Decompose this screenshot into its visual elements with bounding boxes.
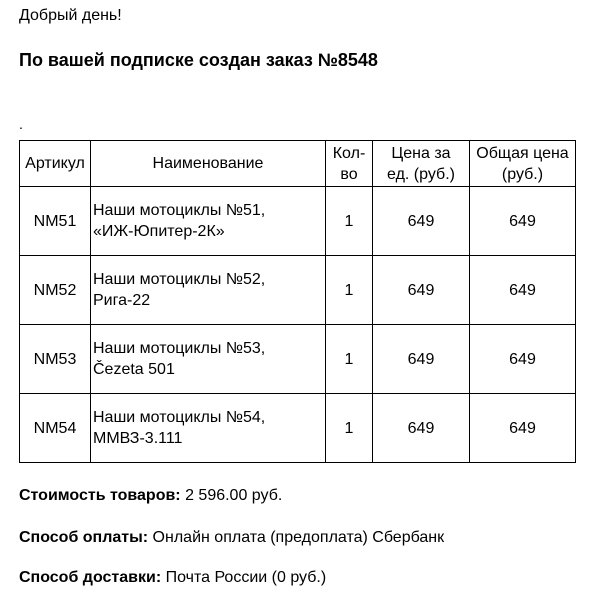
cell-price: 649 (373, 394, 470, 463)
header-qty-label-2: во (340, 165, 358, 183)
product-subtitle: Рига-22 (93, 292, 151, 309)
order-number-fade (436, 44, 486, 76)
cell-total: 649 (470, 256, 576, 325)
product-link: Наши мотоциклы №51, (93, 202, 266, 219)
cell-sku: NM53 (20, 325, 91, 394)
product-link: Наши мотоциклы №53, (93, 340, 266, 357)
greeting-text: Добрый день! (19, 7, 122, 24)
cell-price: 649 (373, 325, 470, 394)
cell-qty: 1 (326, 394, 373, 463)
order-title: По вашей подписке создан заказ №8548 (19, 50, 378, 70)
cell-name (91, 394, 326, 463)
cell-name (91, 256, 326, 325)
header-total-label-1: Общая цена (476, 144, 569, 162)
cell-price: 649 (373, 187, 470, 256)
cell-qty: 1 (326, 325, 373, 394)
table-row (20, 325, 576, 394)
product-link: Наши мотоциклы №54, (93, 409, 266, 426)
header-price (373, 141, 470, 187)
cell-total: 649 (470, 325, 576, 394)
table-row (20, 187, 576, 256)
cell-name (91, 325, 326, 394)
header-sku-label: Артикул (25, 155, 85, 172)
table-header-row (20, 141, 576, 187)
header-price-label-1: Цена за (391, 144, 451, 162)
product-subtitle: «ИЖ-Юпитер-2К» (93, 223, 225, 240)
product-link: Наши мотоциклы №52, (93, 271, 266, 288)
product-subtitle: ММВЗ-3.111 (93, 430, 183, 447)
header-total-label-2: (руб.) (501, 165, 544, 183)
summary-cost (19, 486, 282, 506)
table-row (20, 256, 576, 325)
header-total (470, 141, 576, 187)
order-table (19, 140, 576, 463)
header-qty-label-1: Кол- (332, 144, 366, 162)
cell-total: 649 (470, 394, 576, 463)
summary-payment-value: Онлайн оплата (предоплата) Сбербанк (148, 529, 445, 546)
cell-sku: NM52 (20, 256, 91, 325)
cell-sku: NM51 (20, 187, 91, 256)
header-name-label: Наименование (152, 155, 264, 172)
summary-cost-label: Стоимость товаров: (19, 487, 181, 504)
summary-delivery-label: Способ доставки: (19, 569, 162, 586)
summary-delivery-value: Почта России (0 руб.) (161, 569, 327, 586)
cell-price: 649 (373, 256, 470, 325)
header-sku (20, 141, 91, 187)
cell-qty: 1 (326, 256, 373, 325)
summary-payment (19, 528, 444, 548)
product-subtitle: Čezeta 501 (93, 361, 175, 378)
header-price-label-2: ед. (руб.) (387, 165, 455, 183)
cell-sku: NM54 (20, 394, 91, 463)
table-row (20, 394, 576, 463)
summary-payment-label: Способ оплаты: (19, 529, 149, 546)
cell-qty: 1 (326, 187, 373, 256)
separator-dot: . (19, 116, 23, 132)
header-name (91, 141, 326, 187)
cell-total: 649 (470, 187, 576, 256)
header-qty (326, 141, 373, 187)
summary-cost-value: 2 596.00 руб. (180, 487, 283, 504)
summary-delivery (19, 568, 326, 588)
cell-name (91, 187, 326, 256)
